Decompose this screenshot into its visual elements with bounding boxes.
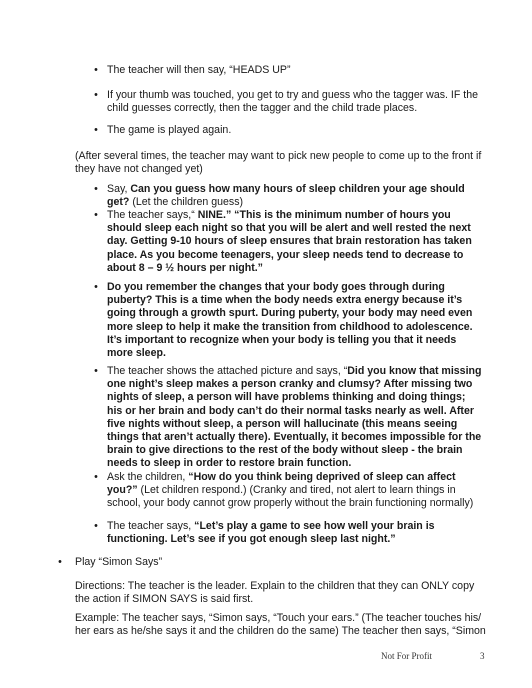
bullet-marker: • [94, 183, 98, 195]
list-item-played-again: The game is played again. [107, 124, 232, 136]
note-paragraph: (After several times, the teacher may want to pick new people to come up to the front if they have not changed yet) [75, 150, 482, 176]
quote-bold: “Let’s play a game to see how well your brain is functioning. Let’s see if you got enough sleep last night.” [107, 520, 435, 546]
bullet-marker: • [94, 520, 98, 532]
list-item-missing-sleep [107, 365, 483, 471]
bullet-marker: • [94, 124, 98, 136]
list-item-nine-hours [107, 209, 483, 275]
example-paragraph: Example: The teacher says, “Simon says, “Touch your ears.” (The teacher touches his/ her ears as he/she says it and the children do the same) The teacher then says, “Simon [75, 612, 486, 638]
item-text: Ask the children, [107, 471, 189, 483]
question-bold: Can you guess how many hours of sleep children your age should get? [107, 183, 465, 209]
list-item-guess-tagger: If your thumb was touched, you get to try and guess who the tagger was. IF the child guesses correctly, then the tagger and the child trade places. [107, 89, 478, 115]
bullet-marker: • [58, 556, 62, 568]
bullet-marker: • [94, 209, 98, 221]
list-item-heads-up: The teacher will then say, “HEADS UP” [107, 64, 291, 76]
item-text: (Let children respond.) (Cranky and tired, not alert to learn things in school, your body cannot grow properly without the brain functioning normally) [107, 484, 474, 510]
explanation-bold: Did you know that missing one night’s sleep makes a person cranky and clumsy? After missing two nights of sleep, a person will have problems thinking and doing things; his or her brain and body can’t do their normal tasks nearly as well. After five nights without sleep, a person will hallucinate (this means seeing things that aren’t actually there). Eventually, it becomes impossible for the brain to give directions to the rest of the body without sleep - the brain needs to sleep in order to restore brain function. [107, 365, 482, 470]
answer-bold: NINE.” “This is the minimum number of hours you should sleep each night so that you will be alert and well rested the next day. Getting 9-10 hours of sleep ensures that brain restoration has taken place. As you become teenagers, your sleep needs tend to decrease to about 8 – 9 ½ hours per night.” [107, 209, 472, 274]
bullet-marker: • [94, 471, 98, 483]
bullet-marker: • [94, 64, 98, 76]
item-text: Say, [107, 183, 131, 195]
list-item-guess-hours [107, 183, 483, 209]
directions-paragraph: Directions: The teacher is the leader. Explain to the children that they can ONLY copy the action if SIMON SAYS is said first. [75, 580, 475, 606]
list-item-play-game [107, 520, 483, 546]
bullet-marker: • [94, 281, 98, 293]
question-bold: “How do you think being deprived of sleep can affect you?” [107, 471, 456, 497]
list-item-simon-says: Play “Simon Says” [75, 556, 163, 568]
footer-label: Not For Profit [381, 651, 433, 661]
list-item-deprived [107, 471, 483, 511]
page-number: 3 [480, 651, 485, 661]
bullet-marker: • [94, 89, 98, 101]
item-text: The teacher shows the attached picture and says, “ [107, 365, 348, 377]
item-text: The teacher says, [107, 520, 195, 532]
item-text: (Let the children guess) [129, 196, 244, 209]
item-text: The teacher says,“ [107, 209, 198, 221]
bullet-marker: • [94, 365, 98, 377]
list-item-puberty: Do you remember the changes that your body goes through during puberty? This is a time when the body needs extra energy because it’s going through a growth spurt. During puberty, your body may need even more sleep to help it make the transition from childhood to adolescence. It’s important to recognize when your body is telling you that it needs more sleep. [107, 281, 473, 360]
